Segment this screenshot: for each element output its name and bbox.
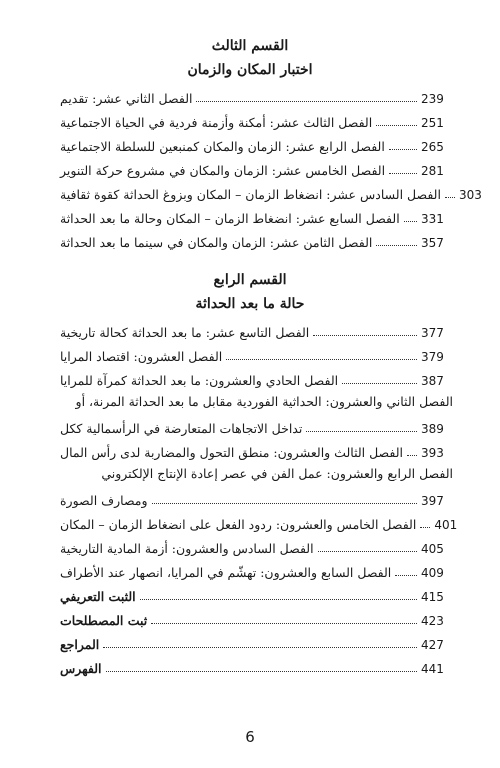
dot-leader [389, 149, 417, 150]
toc-entry-title: المراجع [60, 637, 100, 652]
toc-entry-page: 379 [421, 350, 444, 364]
dot-leader [313, 335, 417, 336]
toc-entry [60, 584, 453, 604]
toc-entry-page: 251 [421, 116, 444, 130]
toc-entry [60, 440, 453, 460]
toc-entry-page: 331 [421, 212, 444, 226]
toc-entry-title: الفهرس [60, 661, 102, 676]
toc-entry-page: 423 [421, 614, 444, 628]
toc-entry-title: الثبت التعريفي [60, 589, 136, 604]
dot-leader [420, 527, 430, 528]
toc-entry-title: الفصل السابع والعشرون: تهشّم في المرايا، انصهار عند الأطراف [60, 565, 392, 580]
dot-leader [395, 575, 417, 576]
toc-entry [60, 182, 482, 202]
toc-entry-page: 265 [421, 140, 444, 154]
toc-entry-page: 303 [458, 188, 482, 202]
toc-entry-page: 239 [421, 92, 444, 106]
dot-leader [226, 359, 417, 360]
toc-entry [60, 110, 453, 130]
toc-entry-page: 427 [421, 638, 444, 652]
dot-leader [376, 125, 417, 126]
toc-entry-page: 401 [434, 518, 458, 532]
toc-entry [60, 560, 453, 580]
toc-entry-title: الفصل العشرون: اقتصاد المرايا [60, 349, 223, 364]
toc-entry [60, 416, 453, 436]
dot-leader [306, 431, 417, 432]
toc-entry [60, 134, 453, 154]
toc-entry [60, 656, 453, 676]
dot-leader [151, 623, 417, 624]
toc-entry [60, 158, 453, 178]
dot-leader [103, 647, 417, 648]
dot-leader [376, 245, 417, 246]
toc-entry [60, 488, 453, 508]
toc-entry-title: الفصل الثالث والعشرون: منطق التحول والمضاربة لدى رأس المال [60, 445, 404, 460]
dot-leader [404, 221, 417, 222]
toc-entry [60, 536, 453, 556]
toc-entry [60, 230, 453, 250]
toc-entry-title: الفصل الخامس عشر: الزمان والمكان في مشروع حركة التنوير [60, 163, 386, 178]
toc-entry-page: 377 [421, 326, 444, 340]
toc-entry-title: تداخل الاتجاهات المتعارضة في الرأسمالية ككل [60, 421, 303, 436]
toc-entry-page: 409 [421, 566, 444, 580]
toc-entry-page: 389 [421, 422, 444, 436]
toc-entry-page: 281 [421, 164, 444, 178]
section-subheading: اختبار المكان والزمان [187, 62, 313, 78]
toc-entry-title-line1: الفصل الثاني والعشرون: الحداثية الفوردية مقابل ما بعد الحداثة المرنة، أو [75, 394, 453, 409]
toc-entry-page: 397 [421, 494, 444, 508]
toc-entry-title: ثبت المصطلحات [60, 613, 148, 628]
toc-entry [60, 344, 453, 364]
dot-leader [196, 101, 417, 102]
dot-leader [407, 455, 417, 456]
toc-entry-page: 405 [421, 542, 444, 556]
toc-entry-page: 441 [421, 662, 444, 676]
dot-leader [445, 197, 455, 198]
toc-entry-title: الفصل الحادي والعشرون: ما بعد الحداثة كمرآة للمرايا [60, 373, 339, 388]
section-heading: القسم الثالث [211, 38, 289, 54]
toc-entry-title: الفصل التاسع عشر: ما بعد الحداثة كحالة تاريخية [60, 325, 310, 340]
toc-entry-title: الفصل الثامن عشر: الزمان والمكان في سينما ما بعد الحداثة [60, 235, 373, 250]
toc-entry [60, 368, 453, 388]
toc-entry-title: ومصارف الصورة [60, 493, 148, 508]
dot-leader [140, 599, 417, 600]
toc-entry [60, 608, 453, 628]
toc-entry-page: 393 [421, 446, 444, 460]
toc-entry-page: 415 [421, 590, 444, 604]
section-subheading: حالة ما بعد الحداثة [195, 296, 305, 312]
toc-entry [60, 320, 453, 340]
toc-entry-title-line1: الفصل الرابع والعشرون: عمل الفن في عصر إعادة الإنتاج الإلكتروني [101, 466, 453, 481]
toc-entry [60, 206, 453, 226]
dot-leader [318, 551, 417, 552]
page-number: 6 [245, 728, 255, 746]
toc-entry-title: الفصل السادس والعشرون: أزمة المادية التاريخية [60, 541, 314, 556]
toc-entry [60, 86, 453, 106]
dot-leader [389, 173, 417, 174]
dot-leader [106, 671, 417, 672]
toc-entry-title: الفصل الثاني عشر: تقديم [60, 91, 193, 106]
toc-entry-page: 357 [421, 236, 444, 250]
dot-leader [342, 383, 417, 384]
toc-entry-title: الفصل الثالث عشر: أمكنة وأزمنة فردية في الحياة الاجتماعية [60, 115, 373, 130]
toc-entry-title: الفصل الرابع عشر: الزمان والمكان كمنبعين للسلطة الاجتماعية [60, 139, 385, 154]
toc-entry-title: الفصل السادس عشر: انضغاط الزمان – المكان وبزوغ الحداثة كقوة ثقافية [60, 187, 441, 202]
toc-entry-title: الفصل الخامس والعشرون: ردود الفعل على انضغاط الزمان – المكان [60, 517, 417, 532]
dot-leader [152, 503, 417, 504]
toc-entry-title: الفصل السابع عشر: انضغاط الزمان – المكان وحالة ما بعد الحداثة [60, 211, 400, 226]
toc-entry [60, 512, 458, 532]
toc-entry-page: 387 [421, 374, 444, 388]
section-heading: القسم الرابع [213, 272, 287, 288]
toc-entry [60, 632, 453, 652]
